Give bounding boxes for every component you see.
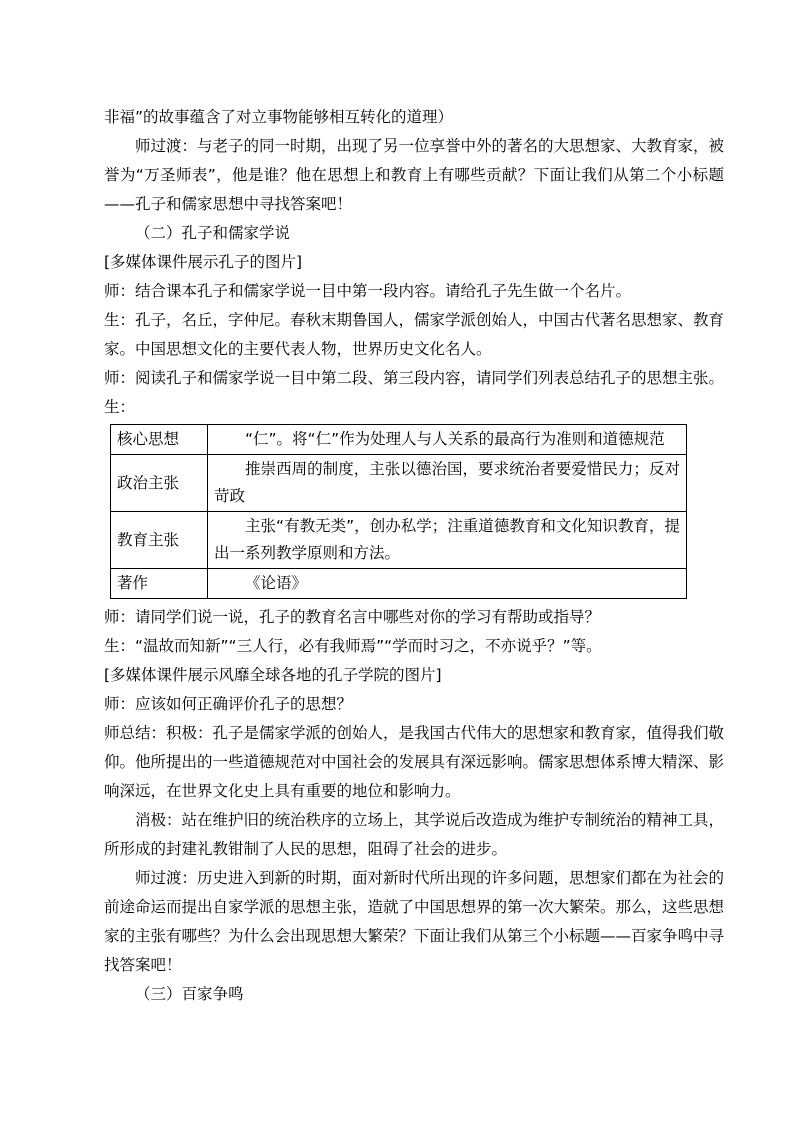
paragraph-fortune-story-end: 非福”的故事蕴含了对立事物能够相互转化的道理）: [104, 108, 454, 126]
table-value-cell: 推崇西周的制度，主张以德治国，要求统治者要爱惜民力；反对苛政: [208, 455, 687, 512]
paragraph-student-label: 生：: [104, 398, 136, 416]
paragraph-teacher-business-card: 师：结合课本孔子和儒家学说一目中第一段内容。请给孔子先生做一个名片。: [104, 282, 632, 300]
table-value-cell: 《论语》: [208, 569, 687, 599]
table-key-cell: 著作: [111, 569, 208, 599]
table-key-cell: 政治主张: [111, 455, 208, 512]
section-heading-hundred-schools: （三）百家争鸣: [135, 985, 244, 1003]
table-value-cell: “仁”。将“仁”作为处理人与人关系的最高行为准则和道德规范: [208, 425, 687, 455]
paragraph-student-business-card: 生：孔子，名丘，字仲尼。春秋末期鲁国人，儒家学派创始人，中国古代著名思想家、教育家。中国思想文化的主要代表人物，世界历史文化名人。: [104, 311, 725, 358]
paragraph-teacher-summary-positive: 师总结：积极：孔子是儒家学派的创始人，是我国古代伟大的思想家和教育家，值得我们敬仰。他所提出的一些道德规范对中国社会的发展具有深远影响。儒家思想体系博大精深、影响深远，在世界文化史上具有重要的地位和影响力。: [104, 724, 725, 800]
table-key-cell: 教育主张: [111, 512, 208, 569]
paragraph-student-quotes: 生：“温故而知新”“三人行，必有我师焉”“学而时习之，不亦说乎？”等。: [104, 637, 602, 655]
confucius-thought-table: [110, 424, 687, 599]
paragraph-teacher-quotes-question: 师：请同学们说一说，孔子的教育名言中哪些对你的学习有帮助或指导？: [104, 608, 601, 626]
paragraph-transition-confucius: 师过渡：与老子的同一时期，出现了另一位享誉中外的著名的大思想家、大教育家，被誉为“万圣师表”，他是谁？他在思想上和教育上有哪些贡献？下面让我们从第二个小标题——孔子和儒家思想中寻找答案吧！: [104, 137, 725, 213]
table-row: [111, 512, 687, 569]
paragraph-teacher-summary-task: 师：阅读孔子和儒家学说一目中第二段、第三段内容，请同学们列表总结孔子的思想主张。: [104, 369, 725, 387]
table-row: [111, 569, 687, 599]
paragraph-media-institutes: [多媒体课件展示风靡全球各地的孔子学院的图片]: [104, 666, 442, 684]
paragraph-media-confucius-image: [多媒体课件展示孔子的图片]: [104, 253, 303, 271]
table-key-cell: 核心思想: [111, 425, 208, 455]
document-body: [104, 103, 724, 1009]
paragraph-teacher-evaluate-question: 师：应该如何正确评价孔子的思想？: [104, 695, 353, 713]
paragraph-summary-negative: 消极：站在维护旧的统治秩序的立场上，其学说后改造成为维护专制统治的精神工具，所形成的封建礼教钳制了人民的思想，阻碍了社会的进步。: [104, 811, 725, 858]
paragraph-transition-hundred-schools: 师过渡：历史进入到新的时期，面对新时代所出现的许多问题，思想家们都在为社会的前途命运而提出自家学派的思想主张，造就了中国思想界的第一次大繁荣。那么，这些思想家的主张有哪些？为什么会出现思想大繁荣？下面让我们从第三个小标题——百家争鸣中寻找答案吧！: [104, 869, 725, 974]
table-row: [111, 425, 687, 455]
table-row: [111, 455, 687, 512]
section-heading-confucius: （二）孔子和儒家学说: [135, 224, 291, 242]
table-value-cell: 主张“有教无类”，创办私学；注重道德教育和文化知识教育，提出一系列教学原则和方法。: [208, 512, 687, 569]
